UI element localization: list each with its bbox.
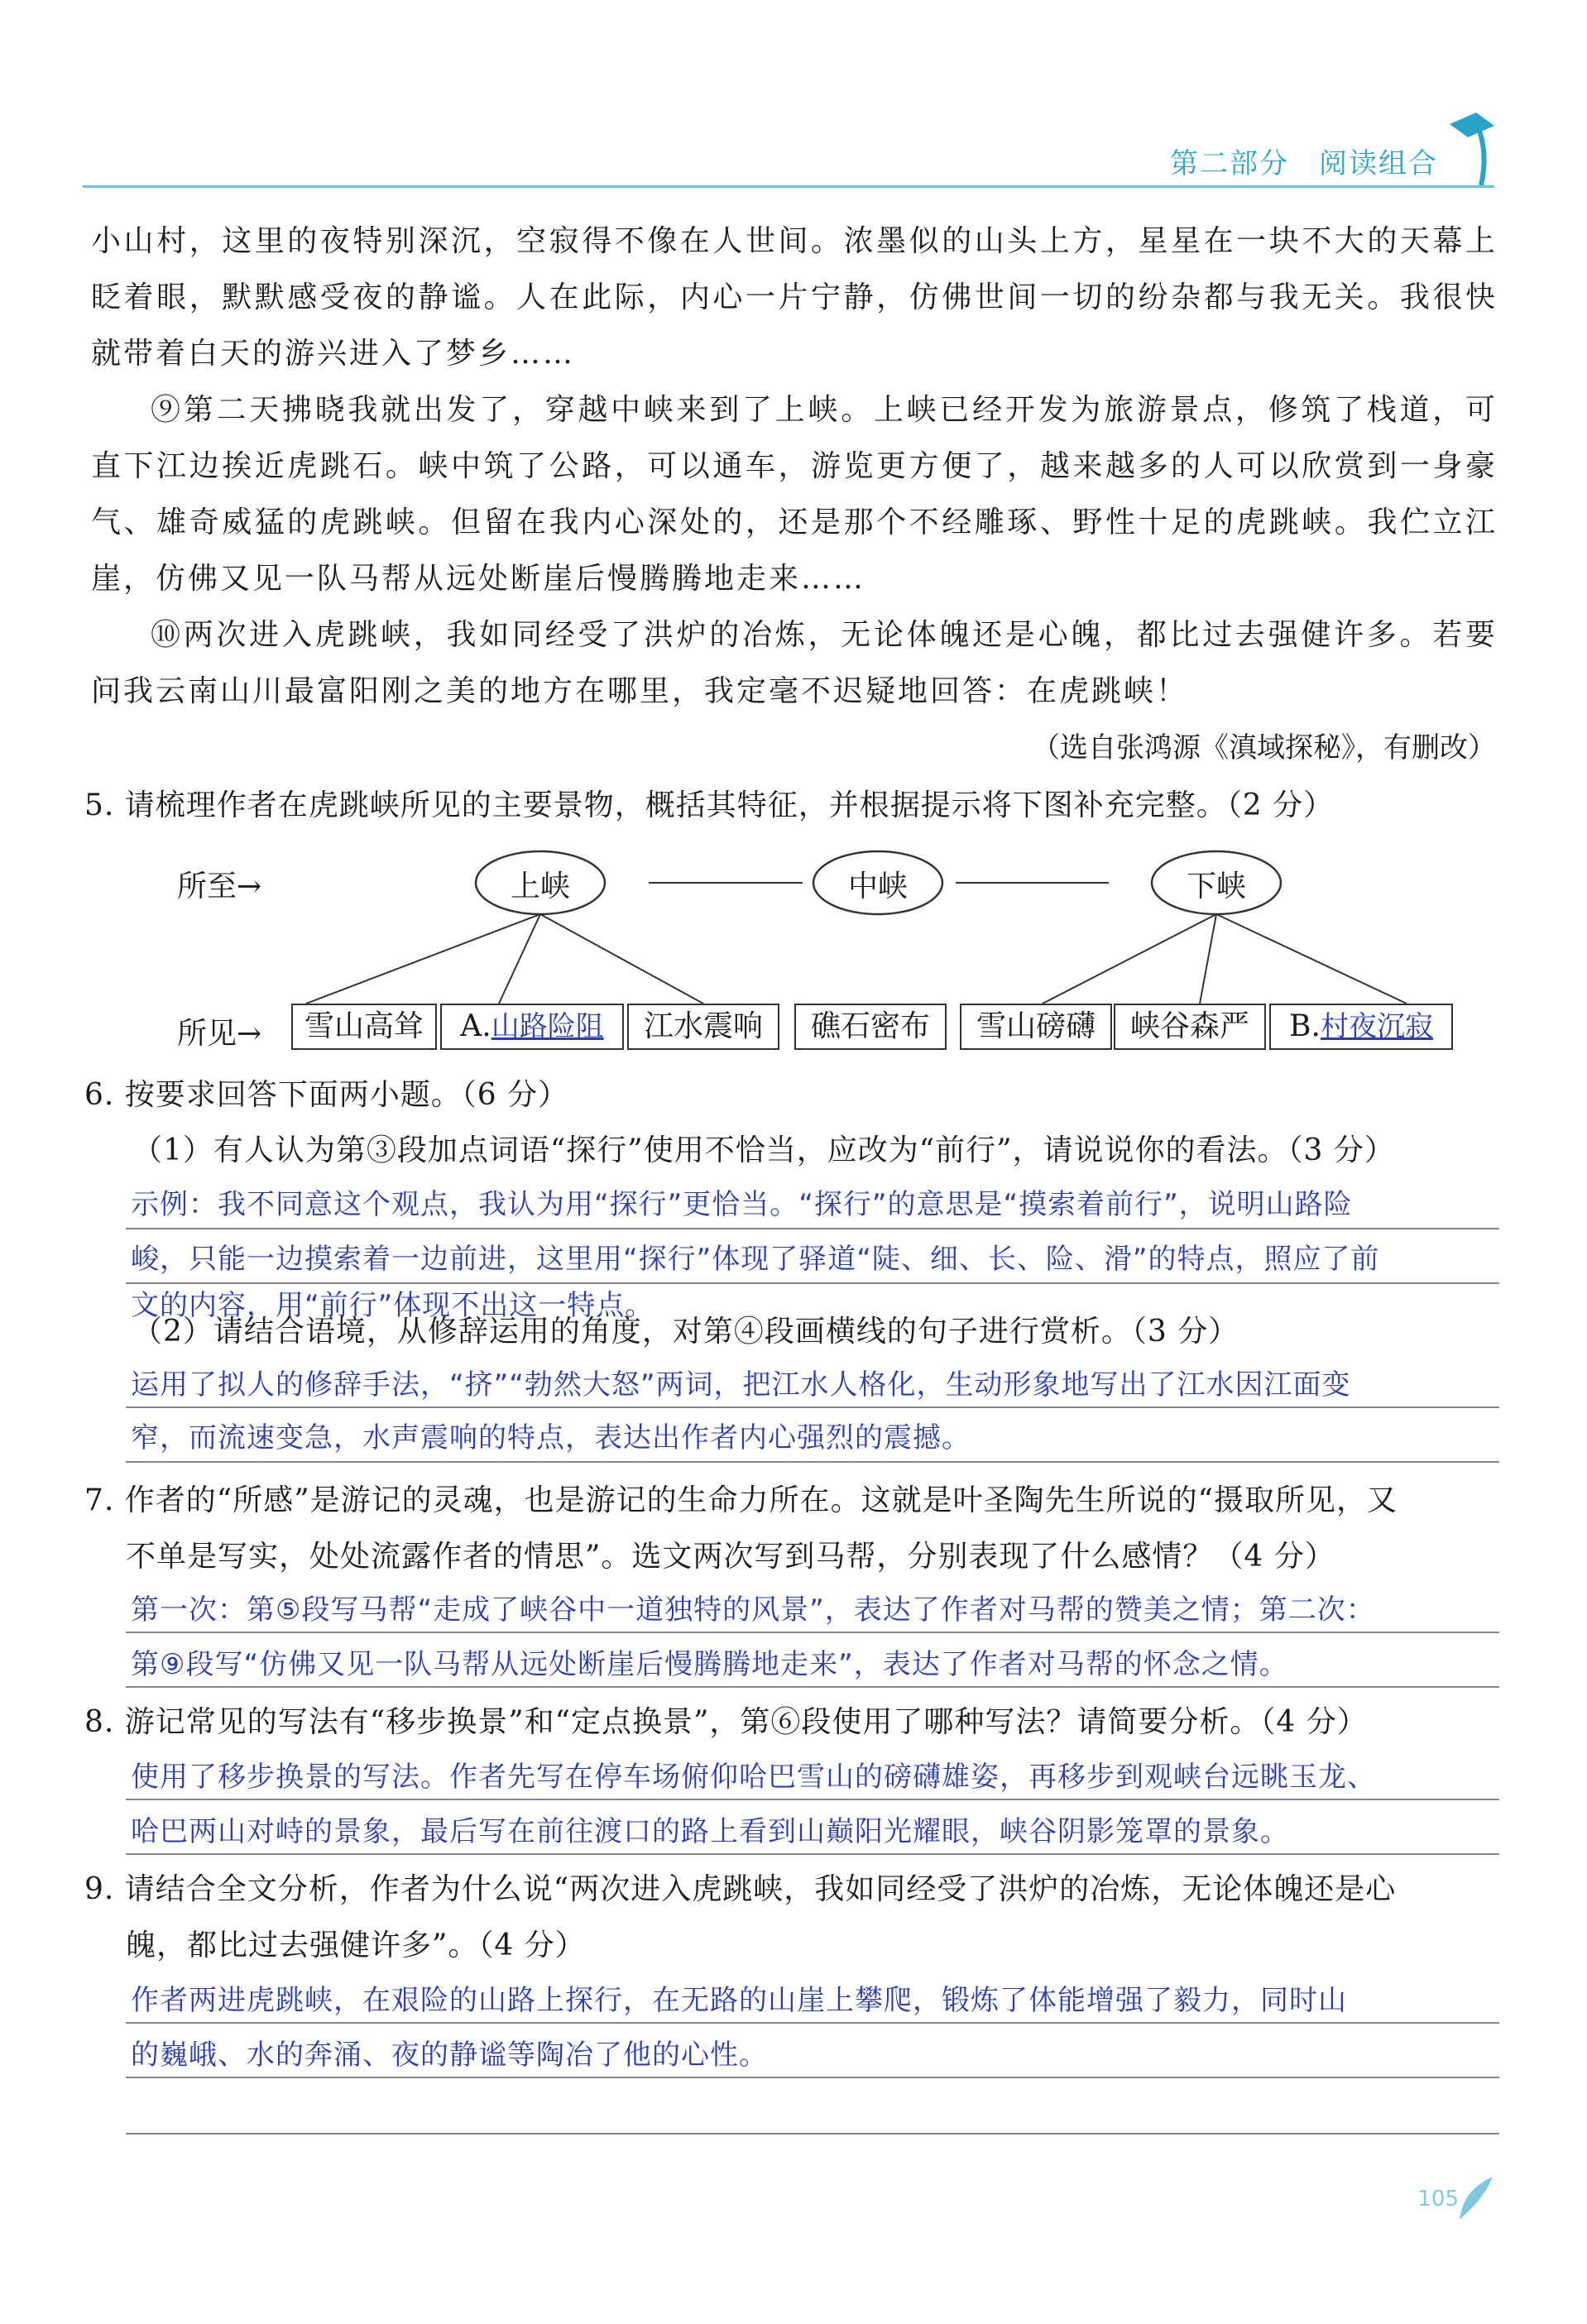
answer-rule: [126, 1406, 1499, 1408]
answer-rule: [126, 1853, 1499, 1855]
answer-rule: [126, 1632, 1499, 1633]
answer-rule: [126, 2022, 1499, 2024]
question-7-line-2: 不单是写实，处处流露作者的情思”。选文两次写到马帮，分别表现了什么感情？（4 分）: [126, 1540, 1335, 1574]
scene-box: 雪山磅礴: [960, 1004, 1112, 1050]
diagram-row-label-visited: 所至→: [177, 870, 262, 903]
answer-line: 哈巴两山对峙的景象，最后写在前往渡口的路上看到山巅阳光耀眼，峡谷阴影笼罩的景象。: [131, 1815, 1289, 1848]
answer-line: 文的内容，用“前行”体现不出这一特点。: [131, 1289, 654, 1322]
answer-line: 作者两进虎跳峡，在艰险的山路上探行，在无路的山崖上攀爬，锻炼了体能增强了毅力，同时山: [131, 1984, 1347, 2017]
question-7-line-1: 7. 作者的“所感”是游记的灵魂，也是游记的生命力所在。这就是叶圣陶先生所说的“摄取所见，又: [84, 1483, 1398, 1517]
answer-fill-a: 山路险阻: [491, 1010, 604, 1043]
answer-rule: [126, 1228, 1499, 1229]
answer-line: 窄，而流速变急，水声震响的特点，表达出作者内心强烈的震撼。: [131, 1421, 971, 1454]
answer-rule: [126, 1461, 1499, 1463]
answer-line: 第⑨段写“仿佛又见一队马帮从远处断崖后慢腾腾地走来”，表达了作者对马帮的怀念之情。: [131, 1648, 1288, 1681]
question-6-1: （1）有人认为第③段加点词语“探行”使用不恰当，应改为“前行”，请说说你的看法。（3 分）: [132, 1133, 1395, 1167]
question-8: 8. 游记常见的写法有“移步换景”和“定点换景”，第⑥段使用了哪种写法？请简要分析。（4 分）: [84, 1705, 1368, 1739]
section-header: 第二部分 阅读组合: [1170, 147, 1438, 180]
answer-rule: [126, 2133, 1499, 2135]
answer-line: 使用了移步换景的写法。作者先写在停车场俯仰哈巴雪山的磅礴雄姿，再移步到观峡台远眺玉龙、: [131, 1761, 1376, 1794]
header-divider: [83, 185, 1494, 188]
scene-box: 峡谷森严: [1114, 1004, 1266, 1050]
passage-source: （选自张鸿源《滇域探秘》，有删改）: [1032, 731, 1496, 764]
question-6: 6. 按要求回答下面两小题。（6 分）: [84, 1078, 569, 1112]
diagram-row-label-seen: 所见→: [177, 1017, 262, 1051]
scene-box-a: [440, 1004, 624, 1050]
answer-rule: [126, 2077, 1499, 2078]
box-b-label: B.: [1289, 1009, 1321, 1043]
node-lower-gorge: 下峡: [1186, 870, 1246, 903]
answer-line: 峻，只能一边摸索着一边前进，这里用“探行”体现了驿道“陡、细、长、险、滑”的特点，照应了前: [131, 1243, 1380, 1276]
page-number: 105: [1417, 2187, 1459, 2211]
passage-paragraph-9: ⑨第二天拂晓我就出发了，穿越中峡来到了上峡。上峡已经开发为旅游景点，修筑了栈道，可直下江边挨近虎跳石。峡中筑了公路，可以通车，游览更方便了，越来越多的人可以欣赏到一身豪气、雄奇威猛的虎跳峡。但留在我内心深处的，还是那个不经雕琢、野性十足的虎跳峡。我伫立江崖，仿佛又见一队马帮从远处断崖后慢腾腾地走来……: [91, 393, 1498, 596]
scenery-diagram: [165, 848, 1506, 1071]
node-middle-gorge: 中峡: [847, 870, 908, 903]
passage-paragraph-10: ⑩两次进入虎跳峡，我如同经受了洪炉的冶炼，无论体魄还是心魄，都比过去强健许多。若要问我云南山川最富阳刚之美的地方在哪里，我定毫不迟疑地回答：在虎跳峡！: [91, 618, 1498, 708]
scene-box: 雪山高耸: [291, 1004, 437, 1050]
feather-icon: [1455, 2173, 1496, 2226]
question-5: 5. 请梳理作者在虎跳峡所见的主要景物，概括其特征，并根据提示将下图补充完整。（2 分）: [84, 788, 1335, 822]
answer-rule: [126, 1799, 1499, 1800]
answer-line: 运用了拟人的修辞手法，“挤”“勃然大怒”两词，把江水人格化，生动形象地写出了江水因江面变: [131, 1368, 1351, 1402]
question-6-2: （2）请结合语境，从修辞运用的角度，对第④段画横线的句子进行赏析。（3 分）: [132, 1315, 1239, 1349]
graduation-cap-icon: [1446, 106, 1496, 192]
question-9-line-2: 魄，都比过去强健许多”。（4 分）: [126, 1929, 586, 1962]
node-upper-gorge: 上峡: [510, 870, 570, 903]
scene-box-b: [1269, 1004, 1453, 1050]
answer-fill-b: 村夜沉寂: [1320, 1010, 1433, 1043]
answer-rule: [126, 1686, 1499, 1688]
question-9-line-1: 9. 请结合全文分析，作者为什么说“两次进入虎跳峡，我如同经受了洪炉的冶炼，无论体魄还是心: [84, 1872, 1397, 1906]
answer-line: 的巍峨、水的奔涌、夜的静谧等陶冶了他的心性。: [131, 2039, 768, 2072]
passage-paragraph-8: 小山村，这里的夜特别深沉，空寂得不像在人世间。浓墨似的山头上方，星星在一块不大的天幕上眨着眼，默默感受夜的静谧。人在此际，内心一片宁静，仿佛世间一切的纷杂都与我无关。我很快就带着白天的游兴进入了梦乡……: [91, 224, 1498, 371]
scene-box: 礁石密布: [794, 1004, 947, 1050]
box-a-label: A.: [460, 1009, 491, 1043]
scene-box: 江水震响: [627, 1004, 779, 1050]
answer-line: 第一次：第⑤段写马帮“走成了峡谷中一道独特的风景”，表达了作者对马帮的赞美之情；第二次：: [131, 1593, 1375, 1627]
answer-line: 示例：我不同意这个观点，我认为用“探行”更恰当。“探行”的意思是“摸索着前行”，说明山路险: [131, 1188, 1353, 1221]
